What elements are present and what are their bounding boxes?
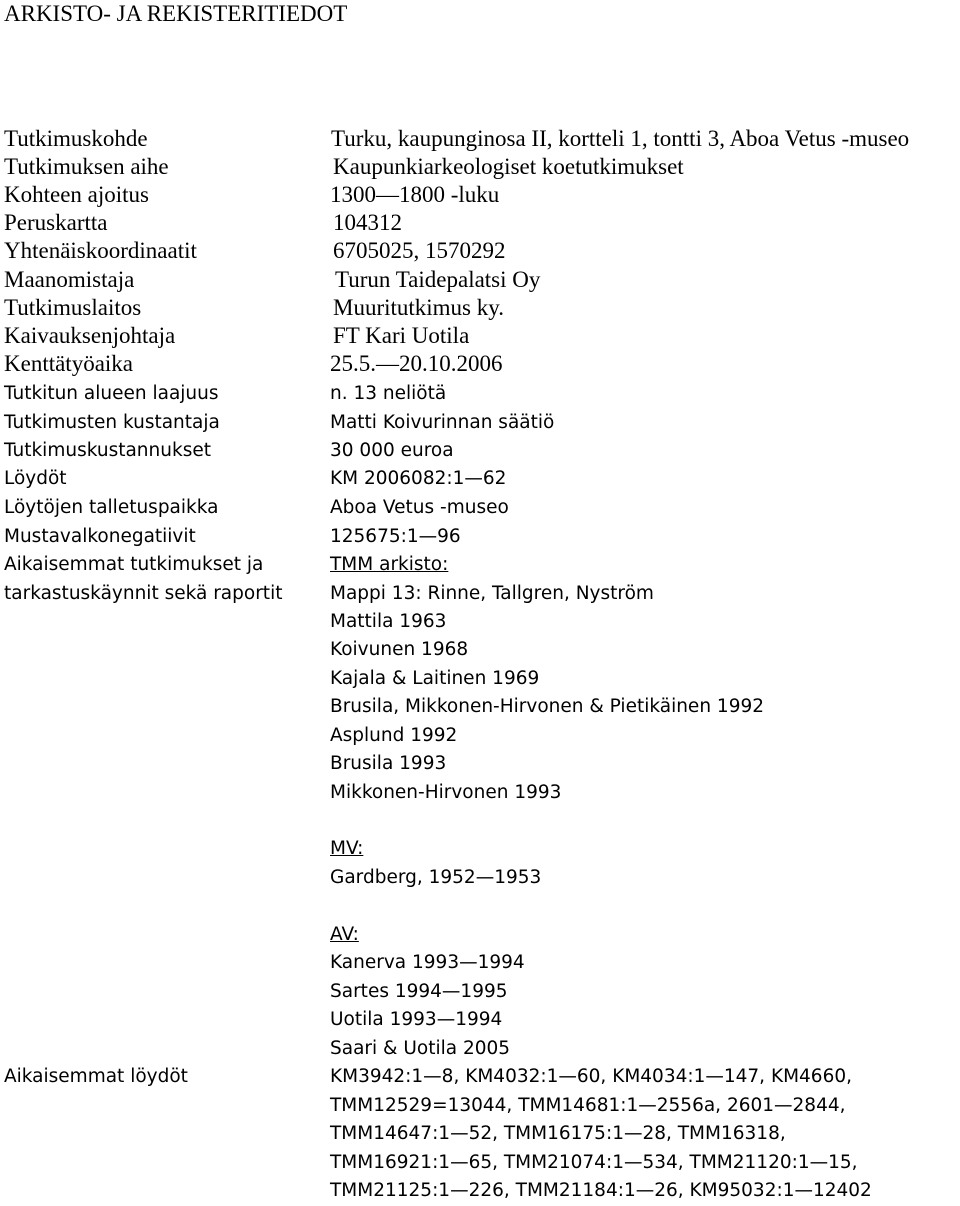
- label-maanomistaja: Maanomistaja: [4, 267, 135, 292]
- loydot-line: KM3942:1—8, KM4032:1—60, KM4034:1—147, KM4660,: [330, 1066, 852, 1087]
- av-item: Kanerva 1993—1994: [330, 952, 525, 973]
- av-item: Uotila 1993—1994: [330, 1009, 503, 1030]
- value-tutkimuslaitos: Muuritutkimus ky.: [333, 295, 505, 320]
- tmm-item: Asplund 1992: [330, 725, 458, 746]
- label-kaivauksenjohtaja: Kaivauksenjohtaja: [4, 323, 176, 348]
- mv-item: Gardberg, 1952—1953: [330, 867, 542, 888]
- label-kustannukset: Tutkimuskustannukset: [4, 440, 211, 461]
- label-alueen-laajuus: Tutkitun alueen laajuus: [4, 383, 219, 404]
- mv-heading: MV:: [330, 838, 364, 859]
- tmm-item: Mikkonen-Hirvonen 1993: [330, 782, 562, 803]
- label-loydot: Löydöt: [4, 468, 67, 489]
- value-yhtenaiskoordinaatit: 6705025, 1570292: [333, 238, 506, 263]
- av-heading: AV:: [330, 924, 359, 945]
- tmm-item: Kajala & Laitinen 1969: [330, 668, 540, 689]
- tmm-item: Mattila 1963: [330, 611, 447, 632]
- av-item: Sartes 1994—1995: [330, 981, 508, 1002]
- label-aiemmat-loydot: Aikaisemmat löydöt: [4, 1066, 188, 1087]
- label-tutkimuslaitos: Tutkimuslaitos: [4, 295, 142, 320]
- value-loydot: KM 2006082:1—62: [330, 468, 507, 489]
- loydot-line: TMM16921:1—65, TMM21074:1—534, TMM21120:1—15,: [330, 1152, 858, 1173]
- tmm-item: Brusila, Mikkonen-Hirvonen & Pietikäinen 1992: [330, 696, 765, 717]
- value-tutkimuskohde: Turku, kaupunginosa II, kortteli 1, tontti 3, Aboa Vetus -museo: [331, 126, 910, 151]
- value-kustannukset: 30 000 euroa: [330, 440, 454, 461]
- label-tutkimuskohde: Tutkimuskohde: [4, 126, 148, 151]
- value-maanomistaja: Turun Taidepalatsi Oy: [335, 267, 541, 292]
- value-tutkimuksen-aihe: Kaupunkiarkeologiset koetutkimukset: [333, 154, 684, 179]
- value-peruskartta: 104312: [333, 210, 402, 235]
- loydot-line: TMM12529=13044, TMM14681:1—2556a, 2601—2844,: [330, 1095, 846, 1116]
- label-kenttatyoaika: Kenttätyöaika: [4, 351, 134, 376]
- loydot-line: TMM14647:1—52, TMM16175:1—28, TMM16318,: [330, 1123, 786, 1144]
- tmm-item: Brusila 1993: [330, 753, 447, 774]
- value-kohteen-ajoitus: 1300—1800 -luku: [330, 182, 500, 207]
- value-negatiivit: 125675:1—96: [330, 526, 461, 547]
- label-aiemmat-line1: Aikaisemmat tutkimukset ja: [4, 554, 264, 575]
- label-kustantaja: Tutkimusten kustantaja: [4, 412, 220, 433]
- value-kaivauksenjohtaja: FT Kari Uotila: [333, 323, 470, 348]
- av-item: Saari & Uotila 2005: [330, 1038, 511, 1059]
- value-kenttatyoaika: 25.5.—20.10.2006: [330, 351, 503, 376]
- page-title: ARKISTO- JA REKISTERITIEDOT: [4, 1, 348, 26]
- label-talletuspaikka: Löytöjen talletuspaikka: [4, 497, 219, 518]
- label-kohteen-ajoitus: Kohteen ajoitus: [4, 182, 149, 207]
- tmm-heading: TMM arkisto:: [330, 554, 449, 575]
- label-yhtenaiskoordinaatit: Yhtenäiskoordinaatit: [4, 238, 197, 263]
- tmm-item: Koivunen 1968: [330, 639, 469, 660]
- label-tutkimuksen-aihe: Tutkimuksen aihe: [4, 154, 169, 179]
- tmm-item: Mappi 13: Rinne, Tallgren, Nyström: [330, 583, 654, 604]
- label-negatiivit: Mustavalkonegatiivit: [4, 526, 196, 547]
- value-talletuspaikka: Aboa Vetus -museo: [330, 497, 509, 518]
- label-peruskartta: Peruskartta: [4, 210, 108, 235]
- value-alueen-laajuus: n. 13 neliötä: [330, 383, 447, 404]
- label-aiemmat-line2: tarkastuskäynnit sekä raportit: [4, 583, 283, 604]
- loydot-line: TMM21125:1—226, TMM21184:1—26, KM95032:1—12402: [330, 1180, 872, 1201]
- value-kustantaja: Matti Koivurinnan säätiö: [330, 412, 555, 433]
